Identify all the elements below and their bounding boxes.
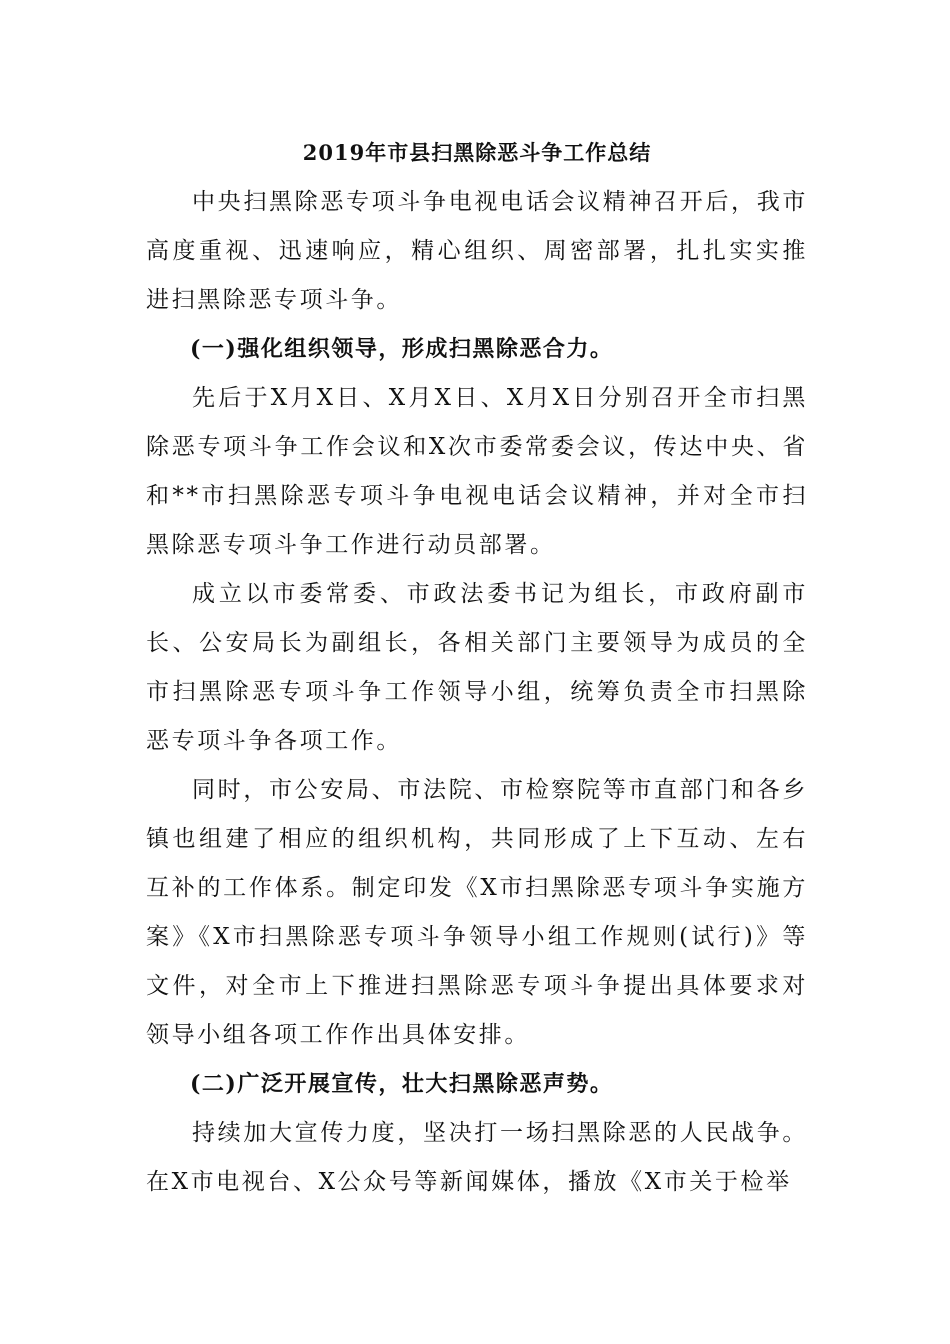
intro-paragraph: 中央扫黑除恶专项斗争电视电话会议精神召开后，我市高度重视、迅速响应，精心组织、周密部署，扎扎实实推进扫黑除恶专项斗争。 [146, 189, 808, 313]
section-2-paragraph-1: 持续加大宣传力度，坚决打一场扫黑除恶的人民战争。在X市电视台、X公众号等新闻媒体，播放《X市关于检举 [146, 1120, 808, 1195]
document-body [146, 130, 808, 1207]
section-1-paragraph-2: 成立以市委常委、市政法委书记为组长，市政府副市长、公安局长为副组长，各相关部门主要领导为成员的全市扫黑除恶专项斗争工作领导小组，统筹负责全市扫黑除恶专项斗争各项工作。 [146, 581, 808, 754]
section-1-paragraph-1: 先后于X月X日、X月X日、X月X日分别召开全市扫黑除恶专项斗争工作会议和X次市委常委会议，传达中央、省和**市扫黑除恶专项斗争电视电话会议精神，并对全市扫黑除恶专项斗争工作进行动员部署。 [146, 385, 808, 558]
section-1-paragraph-3: 同时，市公安局、市法院、市检察院等市直部门和各乡镇也组建了相应的组织机构，共同形成了上下互动、左右互补的工作体系。制定印发《X市扫黑除恶专项斗争实施方案》《X市扫黑除恶专项斗争领导小组工作规则(试行)》等文件，对全市上下推进扫黑除恶专项斗争提出具体要求对领导小组各项工作作出具体安排。 [146, 777, 808, 1048]
document-title: 2019年市县扫黑除恶斗争工作总结 [302, 140, 652, 165]
section-2-heading: (二)广泛开展宣传，壮大扫黑除恶声势。 [190, 1071, 614, 1097]
section-1-heading: (一)强化组织领导，形成扫黑除恶合力。 [190, 336, 614, 362]
